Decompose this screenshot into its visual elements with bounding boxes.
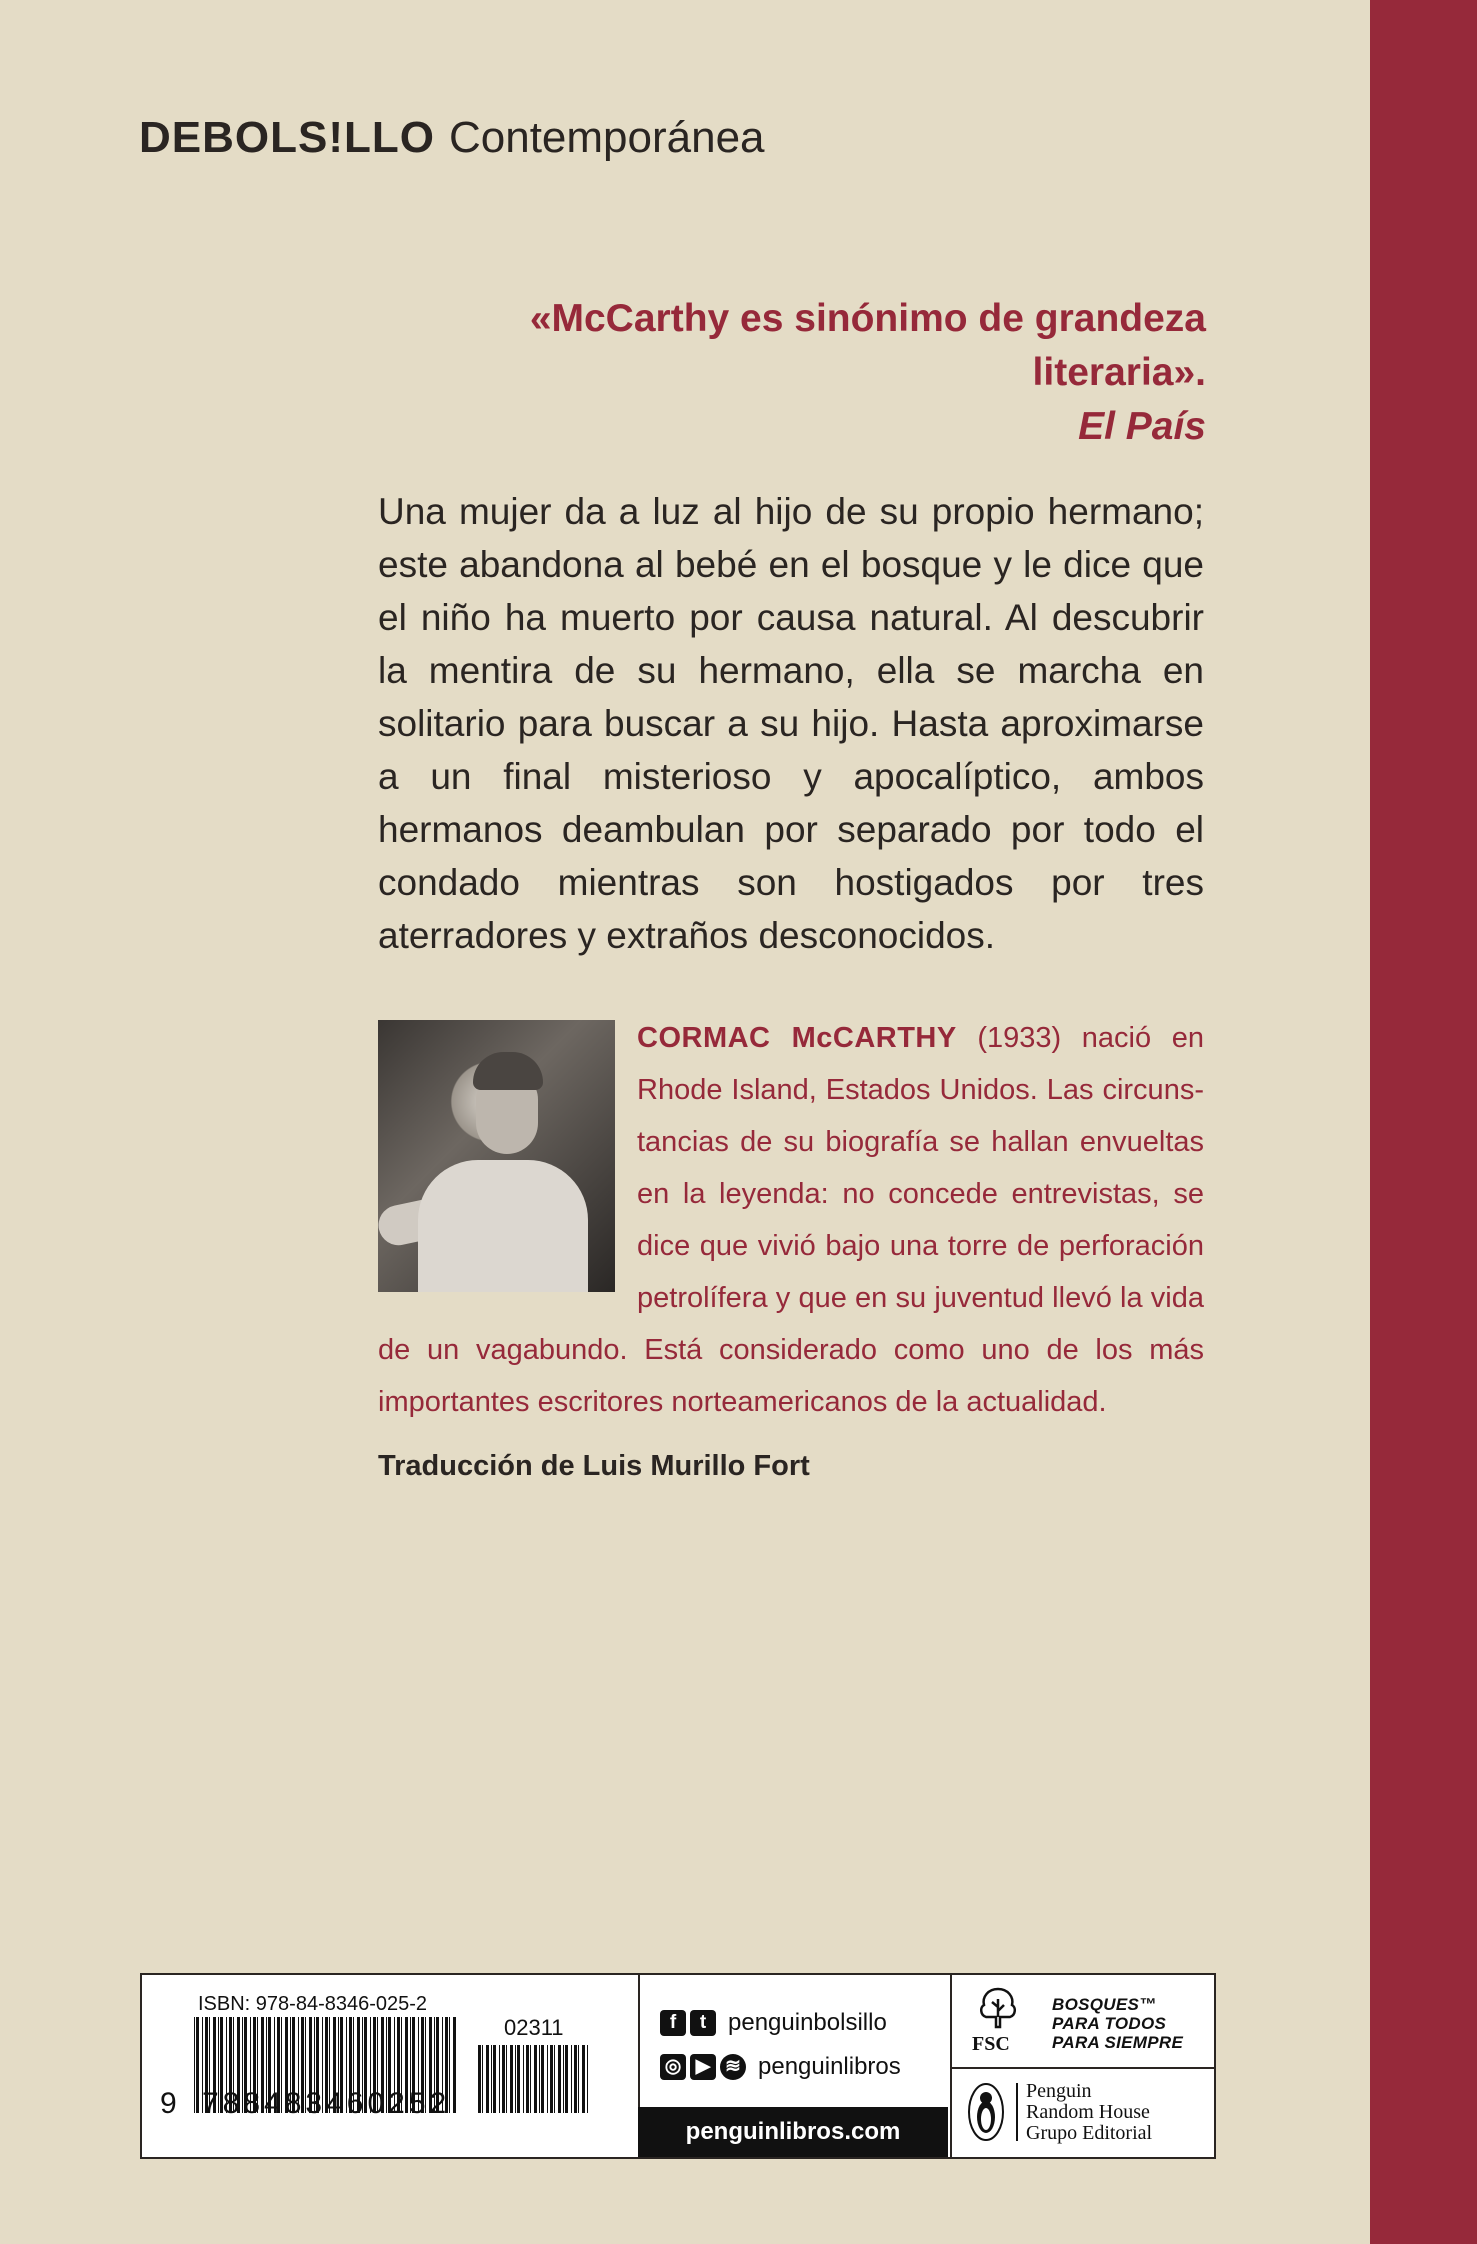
brand-name: DEBOLS!LLO	[139, 113, 435, 162]
website-link[interactable]: penguinlibros.com	[638, 2107, 948, 2157]
spotify-icon[interactable]: ≋	[720, 2054, 746, 2080]
penguin-icon	[966, 2081, 1006, 2143]
brand-series: Contemporánea	[448, 113, 765, 162]
publisher-brand	[139, 112, 765, 164]
social-row-bolsillo	[660, 2009, 887, 2037]
author-name: CORMAC McCARTHY	[637, 1022, 957, 1054]
social-row-libros	[660, 2053, 901, 2081]
publisher-logo	[950, 2067, 1214, 2157]
translator-credit: Traducción de Luis Murillo Fort	[378, 1450, 810, 1482]
barcode-first-digit: 9	[160, 2087, 177, 2120]
quote-text: «McCarthy es sinónimo de grandeza literaria».	[529, 297, 1206, 394]
isbn-label: ISBN: 978-84-8346-025-2	[198, 1993, 428, 2015]
fsc-label: FSC	[972, 2033, 1010, 2055]
press-quote	[380, 292, 1206, 454]
fsc-tagline: BOSQUES™ PARA TODOS PARA SIEMPRE	[1052, 1995, 1184, 2052]
barcode-area	[142, 1975, 640, 2157]
twitter-icon[interactable]: t	[690, 2010, 716, 2036]
barcode-addon-bars	[478, 2045, 588, 2113]
publisher-name: Penguin Random House Grupo Editorial	[1026, 2080, 1153, 2144]
back-cover-info-box	[140, 1973, 1216, 2159]
fsc-block	[950, 1975, 1214, 2069]
fsc-tree-icon	[976, 1985, 1020, 2029]
instagram-icon[interactable]: ◎	[660, 2054, 686, 2080]
quote-source: El País	[1078, 405, 1206, 448]
social-handle-bolsillo[interactable]: penguinbolsillo	[728, 2009, 887, 2036]
logos-area	[950, 1975, 1214, 2157]
synopsis: Una mujer da a luz al hijo de su propio hermano; este abandona al bebé en el bosque y le dice que el niño ha muerto por causa natural. Al descubrir la mentira de su hermano, ella se marcha en solitario para buscar a su hijo. Hasta aproximarse a un final misterioso y apocalíptico, ambos hermanos deambulan por separado por todo el condado mientras son hostigados por tres aterradores y extraños desconocidos.	[378, 491, 1204, 956]
author-bio	[378, 1012, 1204, 1428]
book-spine	[1370, 0, 1477, 2244]
author-bio-text: (1933) nació en Rhode Island, Estados Unidos. Las circunstancias de su biografía se hallan envueltas en la leyenda: no concede entrevistas, se dice que vivió bajo una torre de perforación petrolífera y que en su juventud llevó la vida de un vagabundo. Está considerado como uno de los más importantes escritores norteamericanos de la actualidad.	[378, 1022, 1204, 1418]
social-handle-libros[interactable]: penguinlibros	[758, 2053, 901, 2080]
youtube-icon[interactable]: ▶	[690, 2054, 716, 2080]
barcode-addon-number: 02311	[504, 2015, 564, 2040]
barcode-digits: 788483460252	[202, 2087, 451, 2120]
social-area	[638, 1975, 952, 2157]
facebook-icon[interactable]: f	[660, 2010, 686, 2036]
